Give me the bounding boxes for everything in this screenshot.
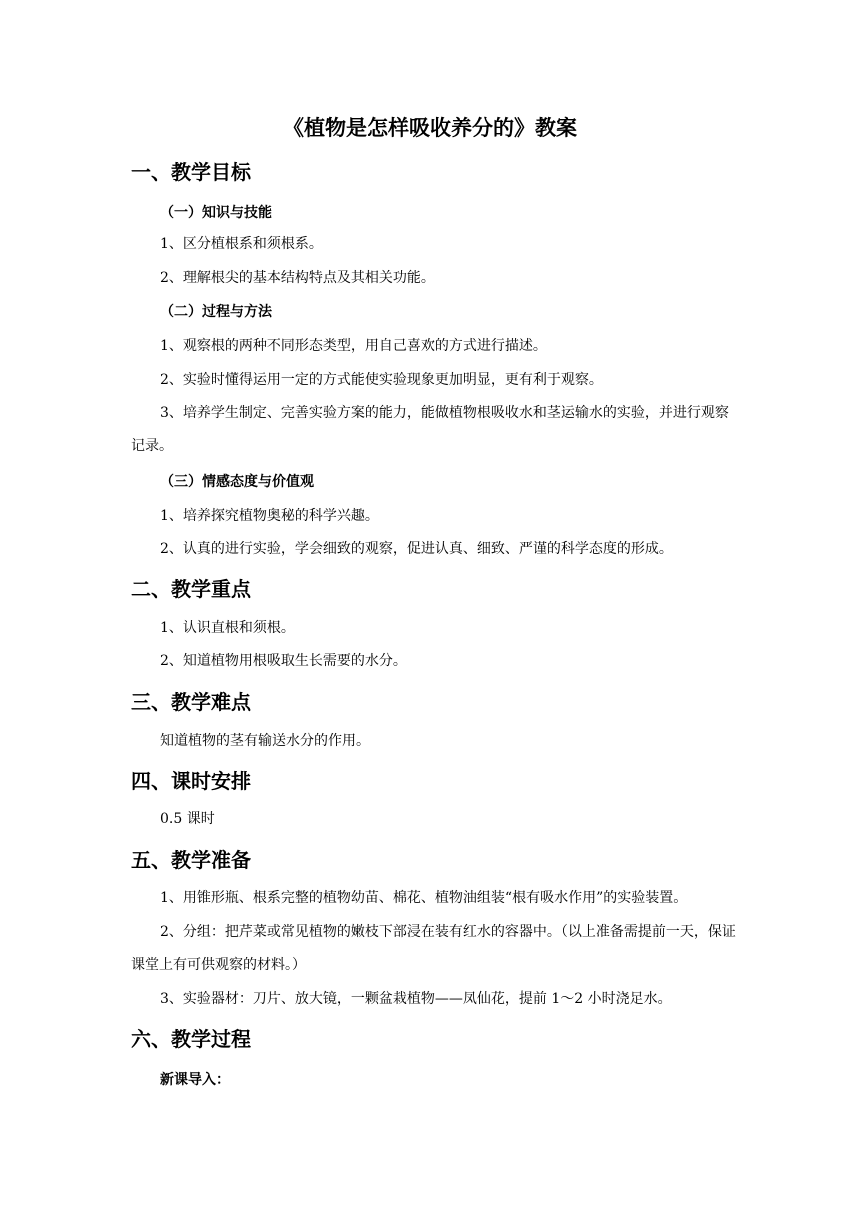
paragraph: 1、区分植根系和须根系。	[160, 236, 323, 252]
paragraph: 2、知道植物用根吸取生长需要的水分。	[160, 653, 407, 669]
subsection-heading-attitude: （三）情感态度与价值观	[160, 474, 314, 490]
subsection-heading-intro: 新课导入：	[160, 1072, 230, 1088]
paragraph: 2、分组：把芹菜或常见植物的嫩枝下部浸在装有红水的容器中。（以上准备需提前一天，保证课堂上有可供观察的材料。）	[131, 924, 736, 973]
section-heading-preparation: 五、教学准备	[131, 848, 251, 872]
paragraph: 1、培养探究植物奥秘的科学兴趣。	[160, 508, 379, 524]
section-heading-objectives: 一、教学目标	[131, 160, 251, 184]
paragraph: 知道植物的茎有输送水分的作用。	[160, 733, 370, 749]
paragraph: 3、培养学生制定、完善实验方案的能力，能做植物根吸收水和茎运输水的实验，并进行观察记录。	[131, 405, 729, 454]
subsection-heading-knowledge: （一）知识与技能	[160, 205, 272, 221]
paragraph: 1、认识直根和须根。	[160, 620, 295, 636]
paragraph: 2、认真的进行实验，学会细致的观察，促进认真、细致、严谨的科学态度的形成。	[160, 541, 673, 557]
paragraph: 1、用锥形瓶、根系完整的植物幼苗、棉花、植物油组装“根有吸水作用”的实验装置。	[160, 890, 688, 906]
document-title: 《植物是怎样吸收养分的》教案	[283, 116, 577, 140]
subsection-heading-process: （二）过程与方法	[160, 304, 272, 320]
section-heading-process: 六、教学过程	[131, 1027, 251, 1051]
paragraph: 3、实验器材：刀片、放大镜，一颗盆栽植物——凤仙花，提前 1～2 小时浇足水。	[160, 991, 672, 1007]
section-heading-key-points: 二、教学重点	[131, 577, 251, 601]
section-heading-difficulties: 三、教学难点	[131, 690, 251, 714]
paragraph: 2、理解根尖的基本结构特点及其相关功能。	[160, 270, 435, 286]
paragraph: 1、观察根的两种不同形态类型，用自己喜欢的方式进行描述。	[160, 338, 547, 354]
section-heading-schedule: 四、课时安排	[131, 769, 251, 793]
paragraph: 2、实验时懂得运用一定的方式能使实验现象更加明显，更有利于观察。	[160, 372, 603, 388]
paragraph: 0.5 课时	[160, 811, 215, 827]
